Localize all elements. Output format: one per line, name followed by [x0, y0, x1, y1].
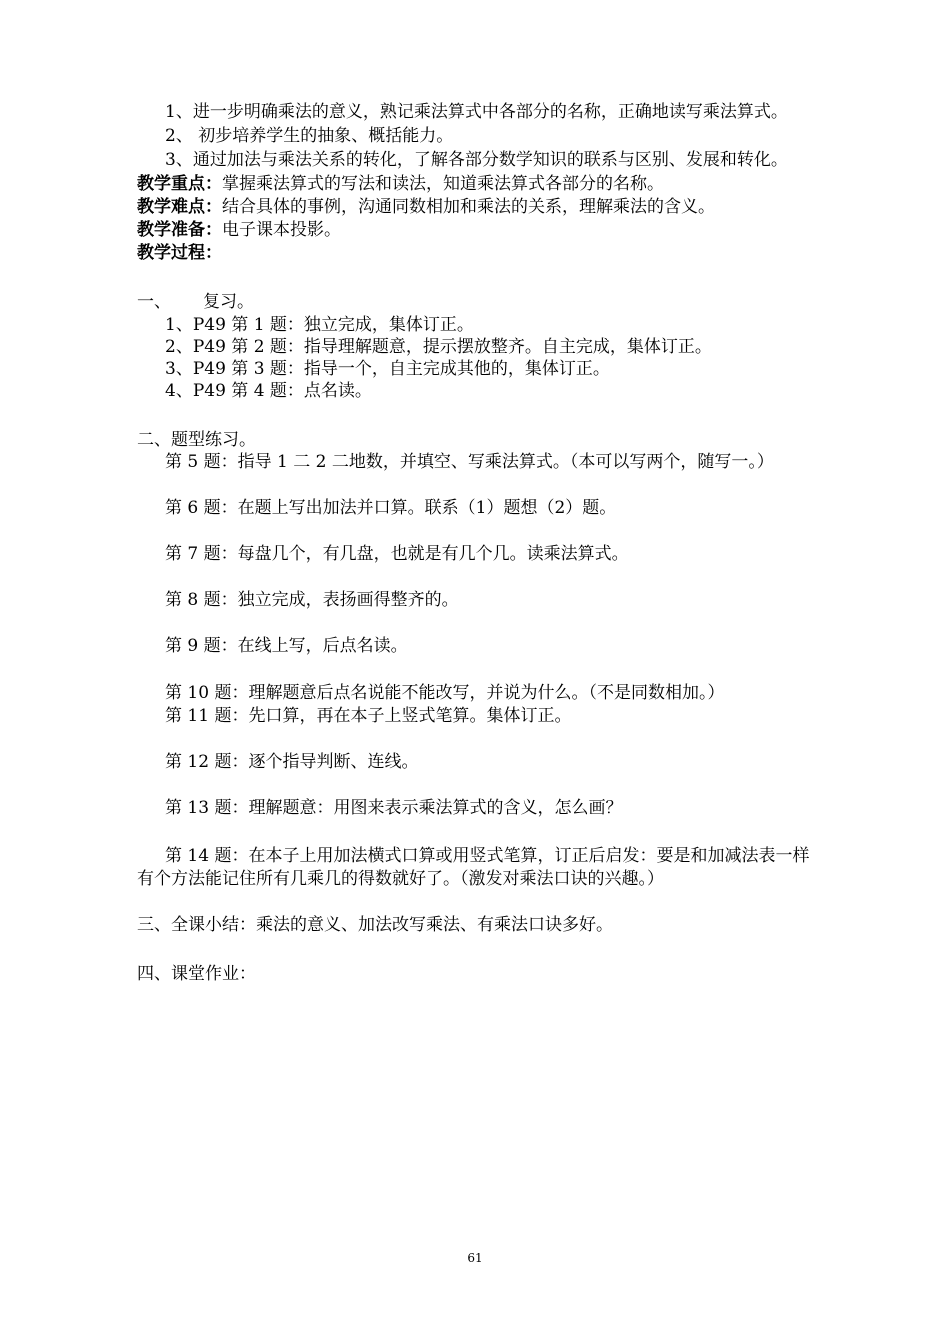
difficulties-text: 结合具体的事例，沟通同数相加和乘法的关系，理解乘法的含义。 [222, 197, 715, 217]
exercise-10: 第 10 题：理解题意后点名说能不能改写，并说为什么。（不是同数相加。） [165, 683, 725, 703]
exercise-14-continued: 有个方法能记住所有几乘几的得数就好了。（激发对乘法口诀的兴趣。） [137, 869, 664, 889]
process-heading: 教学过程： [137, 243, 222, 263]
objective-2: 2、 初步培养学生的抽象、概括能力。 [165, 126, 454, 146]
section2-heading: 二、题型练习。 [137, 430, 256, 450]
section1-number: 一、 [137, 292, 171, 312]
section1-title: 复习。 [203, 292, 254, 312]
preparation-text: 电子课本投影。 [222, 220, 341, 240]
exercise-9: 第 9 题：在线上写，后点名读。 [165, 636, 408, 656]
exercise-11: 第 11 题：先口算，再在本子上竖式笔算。集体订正。 [165, 706, 572, 726]
objective-1: 1、进一步明确乘法的意义，熟记乘法算式中各部分的名称，正确地读写乘法算式。 [165, 102, 788, 122]
preparation-label: 教学准备： [137, 220, 222, 240]
page-number: 61 [467, 1251, 483, 1265]
exercise-8: 第 8 题：独立完成，表扬画得整齐的。 [165, 590, 459, 610]
key-points [137, 173, 664, 195]
key-points-text: 掌握乘法算式的写法和读法，知道乘法算式各部分的名称。 [222, 174, 664, 194]
review-item-3: 3、P49 第 3 题：指导一个，自主完成其他的，集体订正。 [165, 359, 610, 379]
exercise-14: 第 14 题：在本子上用加法横式口算或用竖式笔算，订正后启发：要是和加减法表一样 [165, 846, 810, 866]
exercise-5: 第 5 题：指导 1 二 2 二地数，并填空、写乘法算式。（本可以写两个，随写一。） [165, 452, 774, 472]
review-item-2: 2、P49 第 2 题：指导理解题意，提示摆放整齐。自主完成，集体订正。 [165, 337, 712, 357]
section1-heading [137, 291, 254, 313]
preparation [137, 219, 341, 241]
section3-summary: 三、全课小结：乘法的意义、加法改写乘法、有乘法口诀多好。 [137, 915, 613, 935]
difficulties [137, 196, 715, 218]
review-item-4: 4、P49 第 4 题：点名读。 [165, 381, 372, 401]
exercise-7: 第 7 题：每盘几个，有几盘，也就是有几个几。读乘法算式。 [165, 544, 629, 564]
difficulties-label: 教学难点： [137, 197, 222, 217]
review-item-1: 1、P49 第 1 题：独立完成，集体订正。 [165, 315, 474, 335]
exercise-12: 第 12 题：逐个指导判断、连线。 [165, 752, 419, 772]
section4-homework: 四、课堂作业： [137, 964, 256, 984]
exercise-6: 第 6 题：在题上写出加法并口算。联系（1）题想（2）题。 [165, 498, 617, 518]
exercise-13: 第 13 题：理解题意：用图来表示乘法算式的含义，怎么画？ [165, 798, 623, 818]
key-points-label: 教学重点： [137, 174, 222, 194]
objective-3: 3、通过加法与乘法关系的转化，了解各部分数学知识的联系与区别、发展和转化。 [165, 150, 788, 170]
